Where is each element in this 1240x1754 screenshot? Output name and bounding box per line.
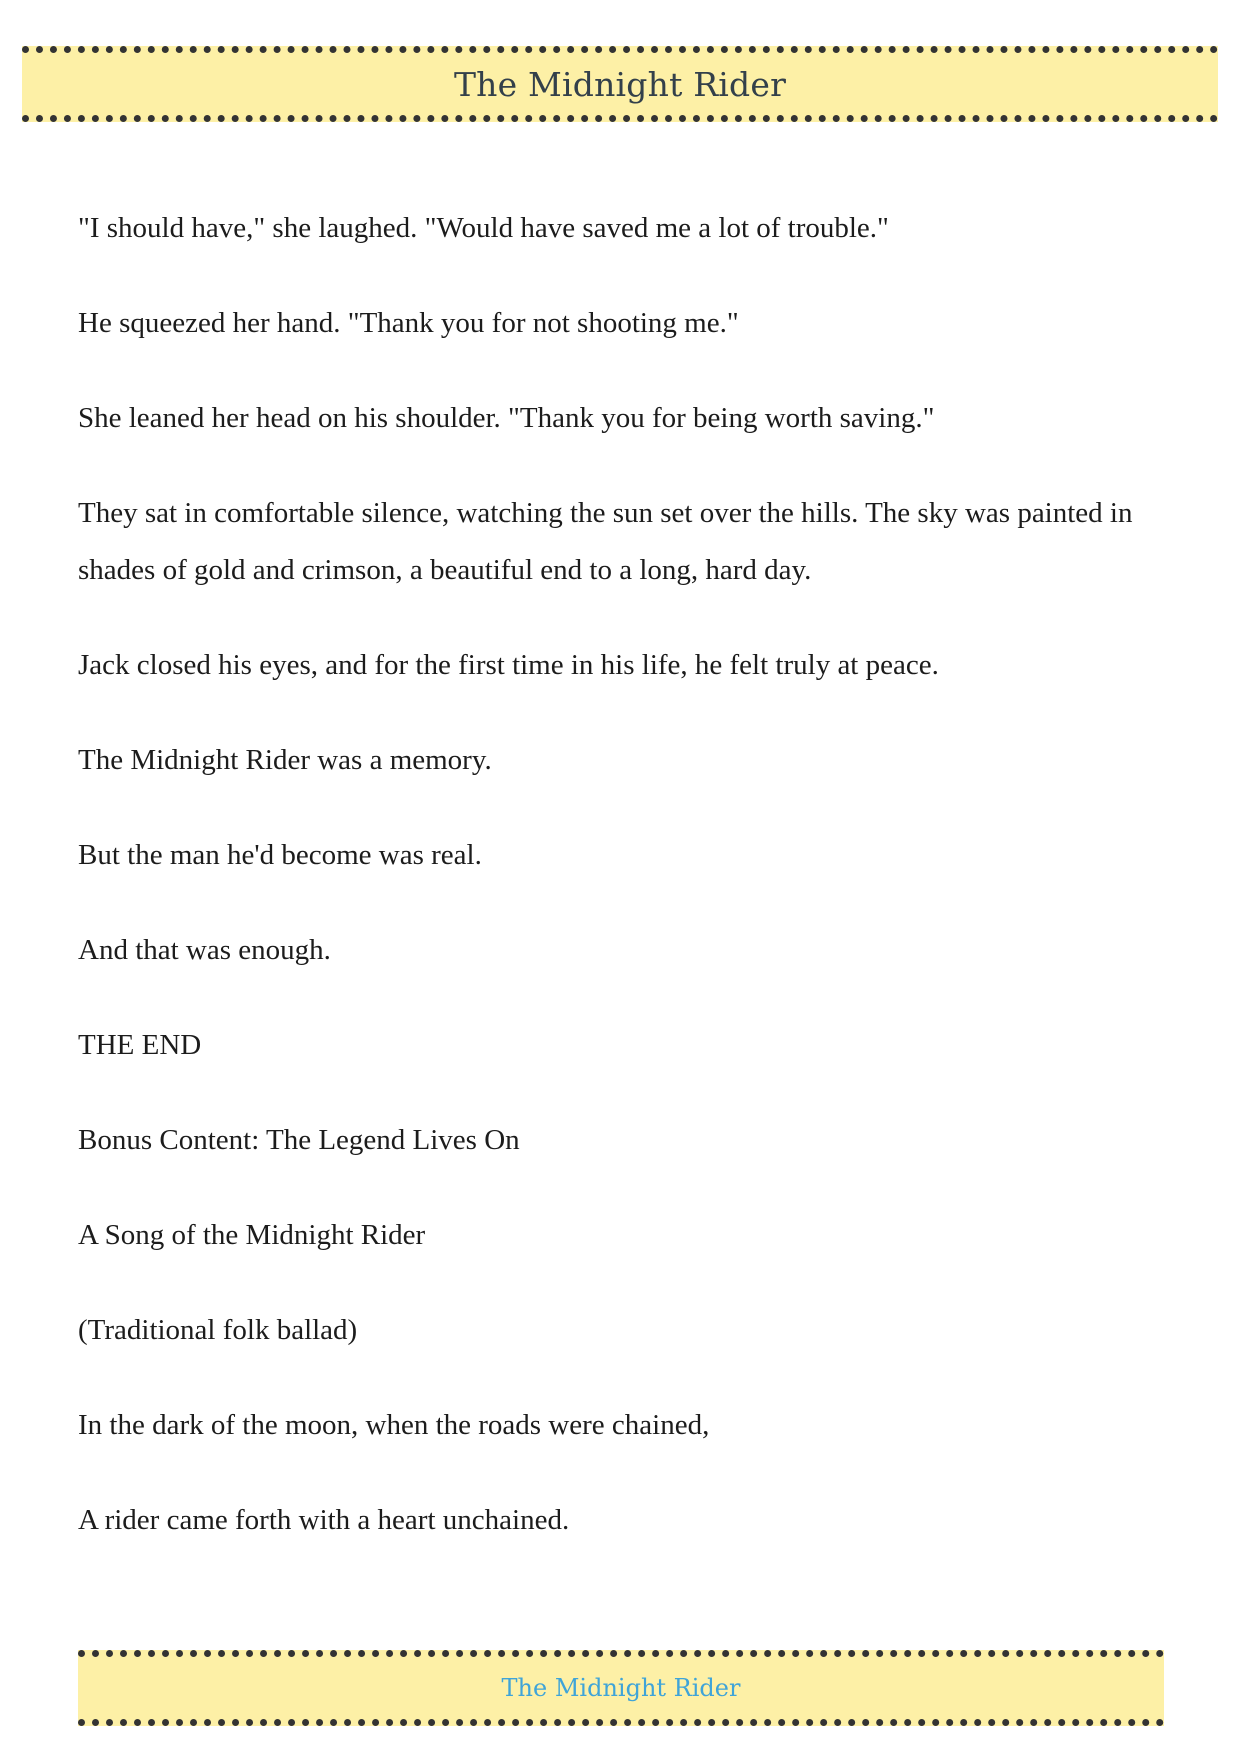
song-line: In the dark of the moon, when the roads were chained, <box>78 1409 710 1441</box>
paragraph: Jack closed his eyes, and for the first time in his life, he felt truly at peace. <box>78 649 939 681</box>
song-subtitle: (Traditional folk ballad) <box>78 1314 358 1346</box>
bonus-heading: Bonus Content: The Legend Lives On <box>78 1124 520 1156</box>
paragraph: But the man he'd become was real. <box>78 839 482 871</box>
page-header <box>22 46 1218 122</box>
song-title: A Song of the Midnight Rider <box>78 1219 426 1251</box>
paragraph: "I should have," she laughed. "Would have saved me a lot of trouble." <box>78 212 889 244</box>
page-title: The Midnight Rider <box>453 64 787 104</box>
paragraph: And that was enough. <box>78 934 331 966</box>
document-body <box>78 200 1158 1587</box>
paragraph: The Midnight Rider was a memory. <box>78 744 492 776</box>
footer-title: The Midnight Rider <box>501 1674 741 1702</box>
paragraph: They sat in comfortable silence, watching the sun set over the hills. The sky was painted in shades of gold and crimson, a beautiful end to a long, hard day. <box>78 497 1133 586</box>
the-end-heading: THE END <box>78 1029 202 1061</box>
paragraph: She leaned her head on his shoulder. "Thank you for being worth saving." <box>78 402 935 434</box>
page-footer <box>78 1650 1164 1726</box>
song-line: A rider came forth with a heart unchained. <box>78 1504 570 1536</box>
paragraph: He squeezed her hand. "Thank you for not shooting me." <box>78 307 739 339</box>
